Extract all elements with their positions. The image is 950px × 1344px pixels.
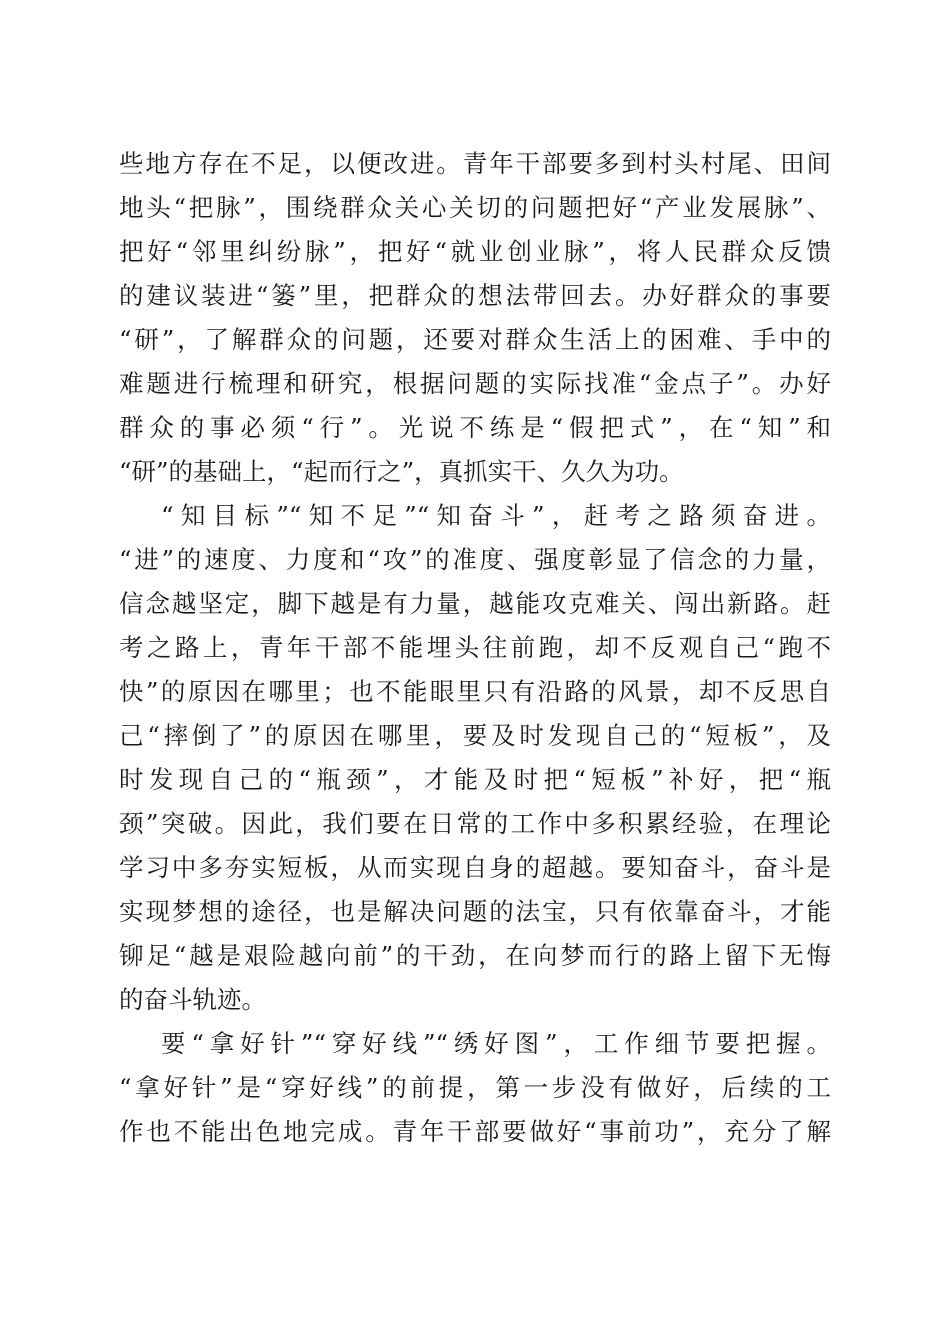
text-line: 些地方存在不足，以便改进。青年干部要多到村头村尾、田间 [119,149,831,178]
text-line: 难题进行梳理和研究，根据问题的实际找准“金点子”。办好 [119,369,831,398]
text-line: 颈”突破。因此，我们要在日常的工作中多积累经验，在理论 [119,809,831,838]
text-line: “进”的速度、力度和“攻”的准度、强度彰显了信念的力量， [119,545,831,574]
paragraph-2 [119,494,831,1022]
text-line: “知目标”“知不足”“知奋斗”，赶考之路须奋进。 [161,501,831,530]
text-line: “拿好针”是“穿好线”的前提，第一步没有做好，后续的工 [119,1073,831,1102]
text-line: “研”，了解群众的问题，还要对群众生活上的困难、手中的 [119,325,831,354]
text-line: 学习中多夯实短板，从而实现自身的超越。要知奋斗，奋斗是 [119,853,831,882]
text-line: 的奋斗轨迹。 [119,985,266,1014]
document-body [119,142,831,1154]
text-line: 信念越坚定，脚下越是有力量，越能攻克难关、闯出新路。赶 [119,589,831,618]
text-line: 快”的原因在哪里；也不能眼里只有沿路的风景，却不反思自 [119,677,831,706]
text-line: 的建议装进“篓”里，把群众的想法带回去。办好群众的事要 [119,281,831,310]
text-line: 时发现自己的“瓶颈”，才能及时把“短板”补好，把“瓶 [119,765,831,794]
text-line: 考之路上，青年干部不能埋头往前跑，却不反观自己“跑不 [119,633,831,662]
text-line: 把好“邻里纠纷脉”，把好“就业创业脉”，将人民群众反馈 [119,237,831,266]
text-line: 要“拿好针”“穿好线”“绣好图”，工作细节要把握。 [161,1029,831,1058]
text-line: 地头“把脉”，围绕群众关心关切的问题把好“产业发展脉”、 [119,193,831,222]
text-line: 己“摔倒了”的原因在哪里，要及时发现自己的“短板”，及 [119,721,831,750]
text-line: “研”的基础上，“起而行之”，真抓实干、久久为功。 [119,457,684,486]
paragraph-3 [119,1022,831,1154]
text-line: 群众的事必须“行”。光说不练是“假把式”，在“知”和 [119,413,831,442]
text-line: 作也不能出色地完成。青年干部要做好“事前功”，充分了解 [119,1117,831,1146]
text-line: 铆足“越是艰险越向前”的干劲，在向梦而行的路上留下无悔 [119,941,831,970]
text-line: 实现梦想的途径，也是解决问题的法宝，只有依靠奋斗，才能 [119,897,831,926]
paragraph-1 [119,142,831,494]
